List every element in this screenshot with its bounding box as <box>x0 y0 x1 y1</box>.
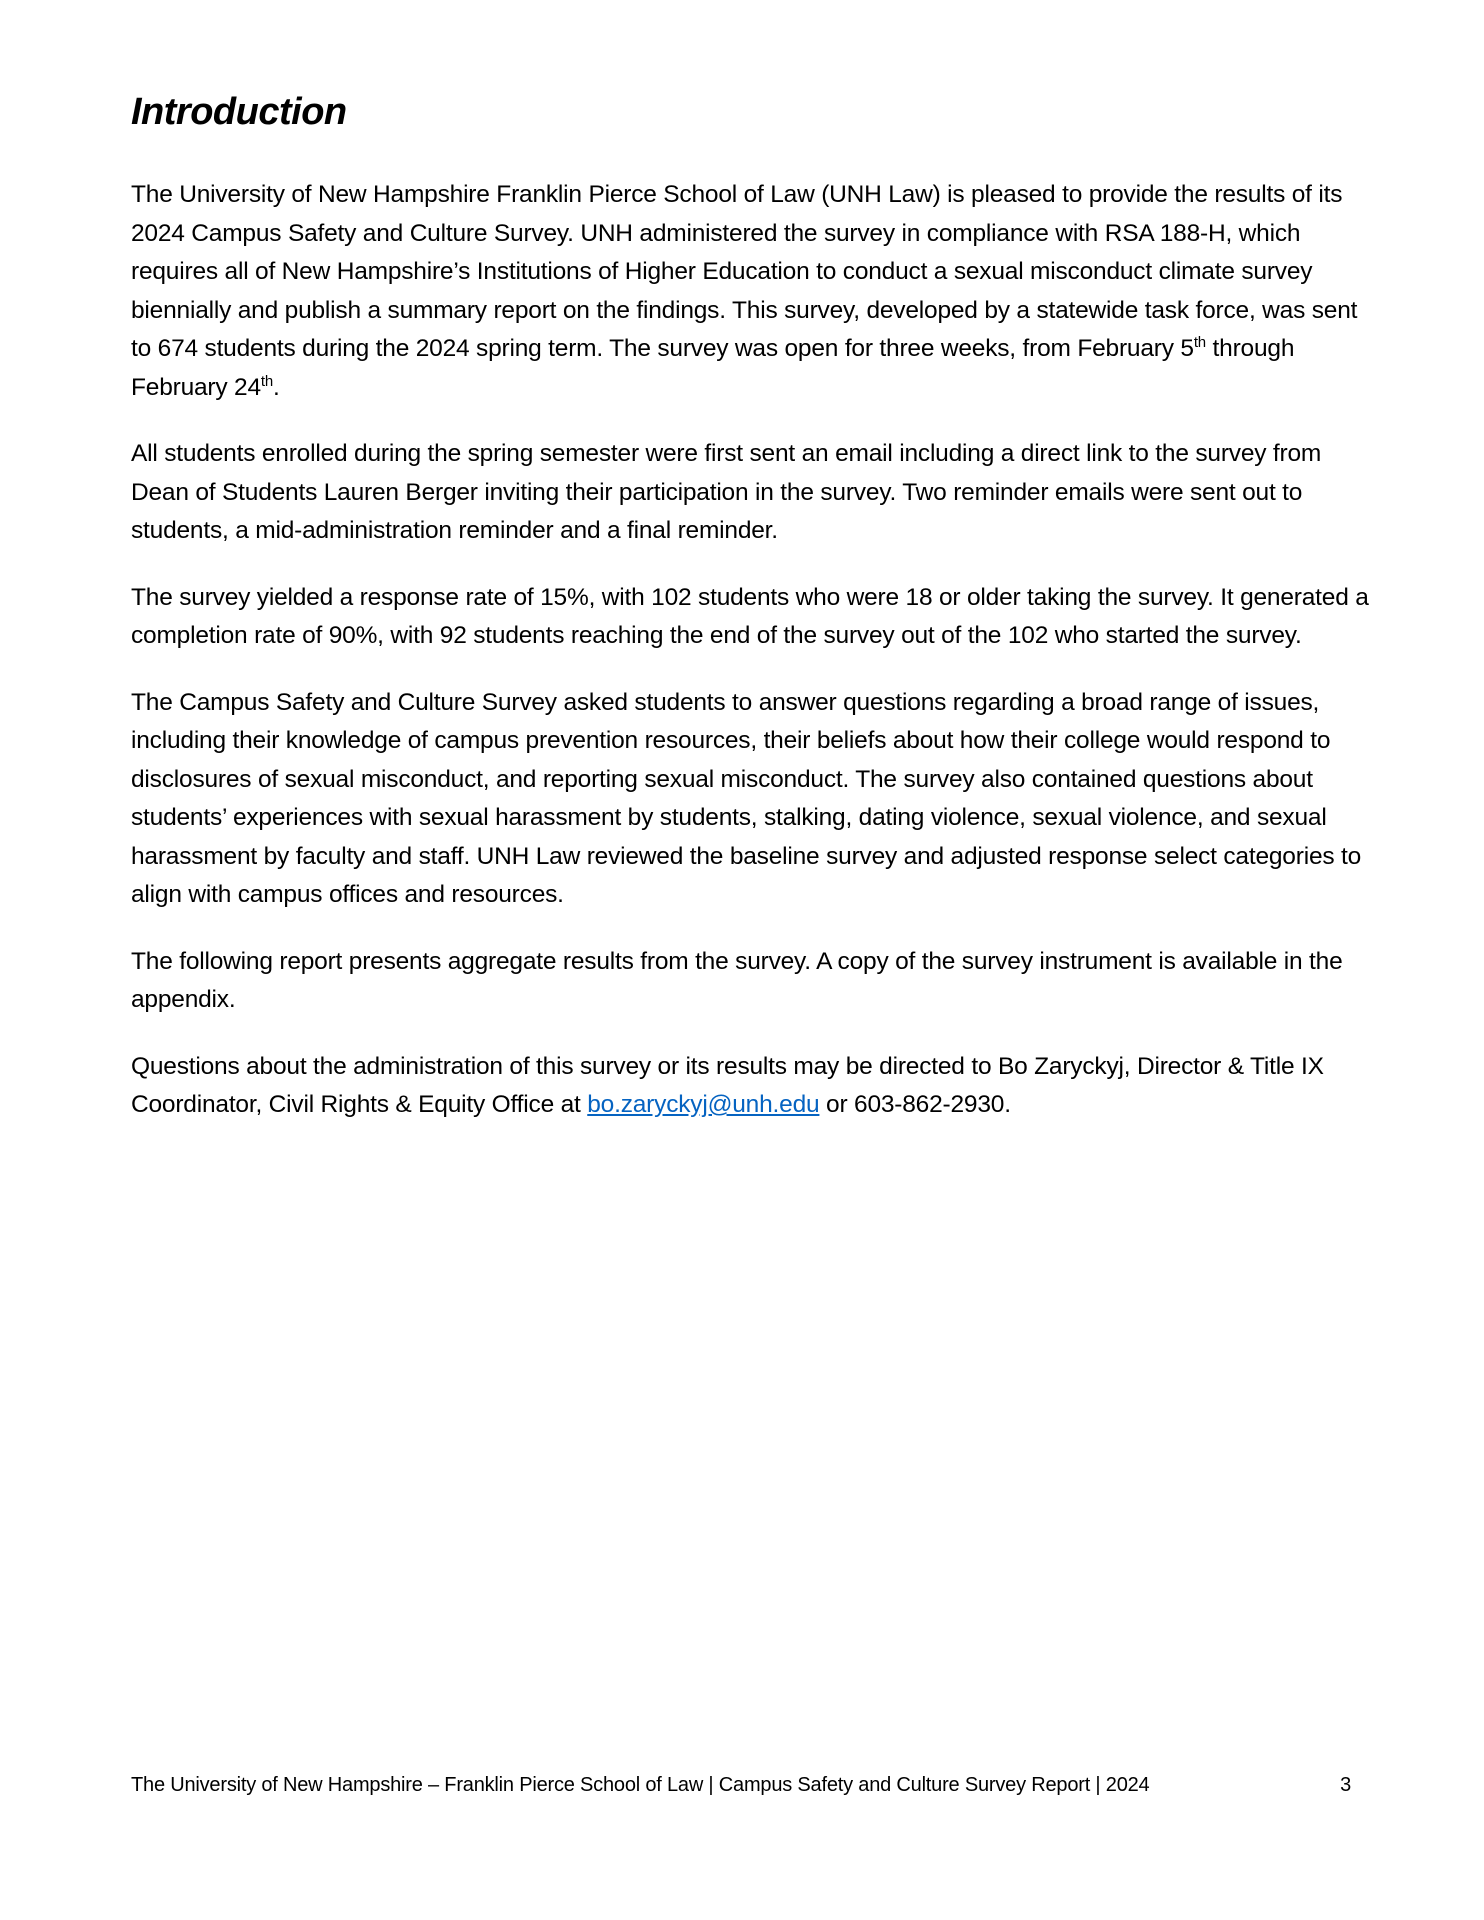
paragraph-intro <box>131 176 1371 407</box>
paragraph-contact-text: or 603-862-2930. <box>819 1091 1011 1118</box>
paragraph-report-overview: The following report presents aggregate results from the survey. A copy of the survey instrument is available in the appendix. <box>131 947 1343 1013</box>
email-link[interactable]: bo.zaryckyj@unh.edu <box>587 1091 820 1118</box>
page-heading: Introduction <box>131 91 347 133</box>
footer-text: The University of New Hampshire – Franklin Pierce School of Law | Campus Safety and Culture Survey Report | 2024 <box>131 1774 1150 1796</box>
page-number: 3 <box>1340 1774 1351 1796</box>
paragraph-intro-text: . <box>273 373 280 401</box>
paragraph-intro-text: The University of New Hampshire Franklin Pierce School of Law (UNH Law) is pleased to provide the results of its 2024 Campus Safety and Culture Survey. UNH administered the survey in compliance with RSA 188-H, which requires all of New Hampshire’s Institutions of Higher Education to conduct a sexual misconduct climate survey biennially and publish a summary report on the findings. This survey, developed by a statewide task force, was sent to 674 students during the 2024 spring term. The survey was open for three weeks, from February 5 <box>131 181 1358 362</box>
paragraph-response-rate: The survey yielded a response rate of 15%, with 102 students who were 18 or older taking the survey. It generated a completion rate of 90%, with 92 students reaching the end of the survey out of the 102 who started the survey. <box>131 583 1369 649</box>
body-content <box>131 176 1371 1153</box>
superscript-ordinal: th <box>260 372 274 390</box>
paragraph-contact-text: Questions about the administration of this survey or its results may be directed to Bo Zaryckyj, Director & Title IX Coordinator, Civil Rights & Equity Office at <box>131 1052 1324 1118</box>
paragraph-contact <box>131 1048 1371 1125</box>
superscript-ordinal: th <box>1193 333 1206 351</box>
paragraph-intro-text: through February 24 <box>131 335 1295 401</box>
paragraph-email-outreach: All students enrolled during the spring semester were first sent an email including a direct link to the survey from Dean of Students Lauren Berger inviting their participation in the survey. Two reminder emails were sent out to students, a mid-administration reminder and a final reminder. <box>131 440 1322 544</box>
paragraph-survey-scope: The Campus Safety and Culture Survey asked students to answer questions regarding a broad range of issues, including their knowledge of campus prevention resources, their beliefs about how their college would respond to disclosures of sexual misconduct, and reporting sexual misconduct. The survey also contained questions about students’ experiences with sexual harassment by students, stalking, dating violence, sexual violence, and sexual harassment by faculty and staff. UNH Law reviewed the baseline survey and adjusted response select categories to align with campus offices and resources. <box>131 688 1362 908</box>
page-footer <box>131 1772 1351 1798</box>
